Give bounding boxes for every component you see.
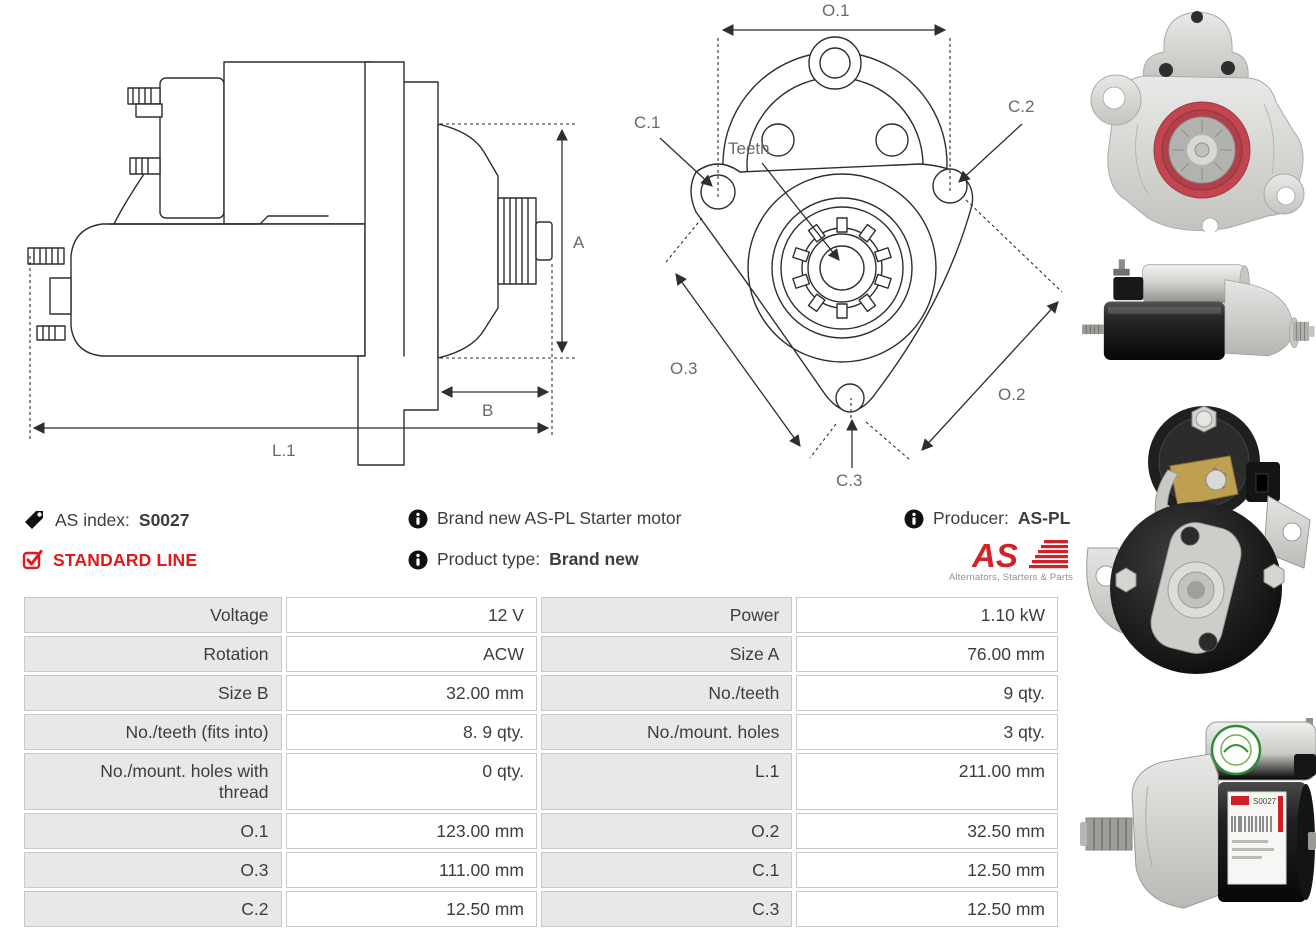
spec-label: Size A <box>541 636 792 672</box>
dim-label-a: A <box>573 233 585 252</box>
table-row <box>24 636 1058 672</box>
photo-label-code: S0027 <box>1253 797 1277 806</box>
starter-side-pinion-illustration <box>1078 696 1316 932</box>
product-photo-rear-view <box>1078 392 1316 692</box>
spec-label: No./mount. holes with thread <box>24 753 282 810</box>
spec-value: 3 qty. <box>796 714 1058 750</box>
spec-label: Rotation <box>24 636 282 672</box>
dim-label-c3: C.3 <box>836 471 863 490</box>
spec-label: C.2 <box>24 891 282 927</box>
spec-value: 12.50 mm <box>286 891 537 927</box>
info-icon <box>408 550 428 570</box>
dim-label-o2: O.2 <box>998 385 1026 404</box>
as-index-value: S0027 <box>138 509 190 530</box>
spec-value: 32.50 mm <box>796 813 1058 849</box>
spec-label: C.3 <box>541 891 792 927</box>
spec-value: 8. 9 qty. <box>286 714 537 750</box>
as-index-label: AS index: <box>55 509 130 530</box>
spec-table <box>20 594 1062 930</box>
spec-label: O.2 <box>541 813 792 849</box>
spec-value: 9 qty. <box>796 675 1058 711</box>
table-row <box>24 891 1058 927</box>
spec-value: 76.00 mm <box>796 636 1058 672</box>
spec-value: 0 qty. <box>286 753 537 810</box>
product-photo-side-pinion-view <box>1078 696 1316 932</box>
dim-label-o3: O.3 <box>670 359 698 378</box>
as-pl-logo-stripes <box>1029 540 1068 568</box>
spec-label: No./teeth (fits into) <box>24 714 282 750</box>
standard-line-label: STANDARD LINE <box>53 549 198 570</box>
dim-label-o1: O.1 <box>822 1 850 20</box>
producer-value: AS-PL <box>1017 508 1071 528</box>
spec-label: O.1 <box>24 813 282 849</box>
dim-label-c1: C.1 <box>634 113 661 132</box>
brand-new-row <box>408 508 681 529</box>
spec-value: 32.00 mm <box>286 675 537 711</box>
spec-value: 12.50 mm <box>796 852 1058 888</box>
spec-label: O.3 <box>24 852 282 888</box>
table-row <box>24 597 1058 633</box>
product-type-value: Brand new <box>549 549 639 569</box>
spec-label: L.1 <box>541 753 792 810</box>
dim-label-teeth: Teeth <box>728 139 770 158</box>
spec-value: 1.10 kW <box>796 597 1058 633</box>
table-row <box>24 714 1058 750</box>
front-view-technical-drawing <box>610 0 1080 495</box>
table-row <box>24 813 1058 849</box>
spec-value: ACW <box>286 636 537 672</box>
as-pl-logo <box>972 538 1072 572</box>
spec-value: 123.00 mm <box>286 813 537 849</box>
spec-value: 111.00 mm <box>286 852 537 888</box>
spec-label: Voltage <box>24 597 282 633</box>
product-photo-front-view <box>1078 4 1316 232</box>
side-view-technical-drawing <box>10 20 590 490</box>
as-index-row <box>22 508 190 532</box>
spec-value: 12 V <box>286 597 537 633</box>
dim-label-c2: C.2 <box>1008 97 1035 116</box>
table-row <box>24 753 1058 810</box>
checkbox-check-icon <box>22 549 44 571</box>
spec-label: Power <box>541 597 792 633</box>
spec-label: No./teeth <box>541 675 792 711</box>
spec-label: Size B <box>24 675 282 711</box>
dim-label-l1: L.1 <box>272 441 296 460</box>
product-type-label: Product type: <box>437 549 541 569</box>
producer-label: Producer: <box>933 508 1009 528</box>
tag-icon <box>22 508 46 532</box>
spec-label: No./mount. holes <box>541 714 792 750</box>
brand-new-text: Brand new AS-PL Starter motor <box>437 508 682 528</box>
as-pl-logo-text: AS <box>972 538 1018 572</box>
product-type-row <box>408 549 639 570</box>
spec-value: 12.50 mm <box>796 891 1058 927</box>
table-row <box>24 852 1058 888</box>
info-icon <box>904 509 924 529</box>
standard-line-row <box>22 549 197 571</box>
as-pl-logo-tagline: Alternators, Starters & Parts <box>948 572 1074 583</box>
starter-rear-illustration <box>1078 392 1316 692</box>
starter-front-illustration <box>1078 4 1316 232</box>
dim-label-b: B <box>482 401 494 420</box>
product-photo-side-view <box>1078 236 1316 388</box>
spec-label: C.1 <box>541 852 792 888</box>
table-row <box>24 675 1058 711</box>
spec-value: 211.00 mm <box>796 753 1058 810</box>
producer-row <box>904 508 1070 529</box>
starter-side-illustration <box>1078 236 1316 388</box>
info-icon <box>408 509 428 529</box>
